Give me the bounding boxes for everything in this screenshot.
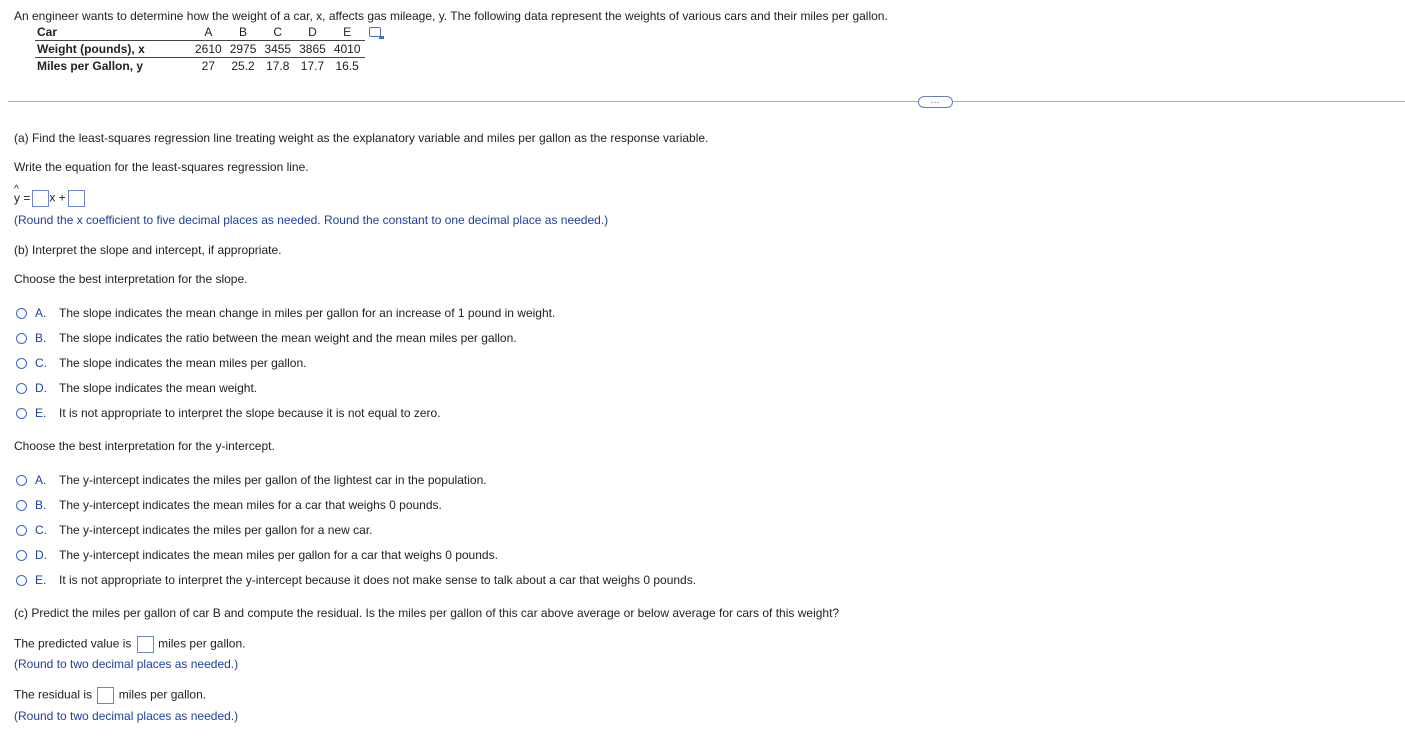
option-text: The slope indicates the mean weight.	[59, 381, 258, 395]
option-text: The slope indicates the mean miles per gallon.	[59, 356, 307, 370]
option-letter: E.	[35, 406, 47, 420]
option-letter: B.	[35, 498, 47, 512]
option-text: The y-intercept indicates the miles per gallon for a new car.	[59, 523, 373, 537]
option-letter: E.	[35, 573, 47, 587]
radio-button[interactable]	[16, 383, 27, 394]
part-a-instruction: Write the equation for the least-squares regression line.	[14, 160, 309, 174]
radio-button[interactable]	[16, 575, 27, 586]
section-divider	[8, 101, 1405, 102]
intercept-option-d[interactable]	[16, 548, 498, 562]
header-cell: E	[330, 24, 365, 41]
radio-button[interactable]	[16, 333, 27, 344]
slope-option-e[interactable]	[16, 406, 441, 420]
row-label: Weight (pounds), x	[35, 41, 191, 58]
option-text: The y-intercept indicates the miles per gallon of the lightest car in the population.	[59, 473, 487, 487]
header-label: Car	[35, 24, 191, 41]
slope-question: Choose the best interpretation for the slope.	[14, 272, 248, 286]
header-cell: A	[191, 24, 226, 41]
radio-button[interactable]	[16, 408, 27, 419]
residual-line	[14, 687, 206, 704]
part-a-rounding-note: (Round the x coefficient to five decimal places as needed. Round the constant to one decimal place as needed.)	[14, 213, 609, 227]
option-letter: A.	[35, 306, 47, 320]
regression-equation	[14, 190, 85, 207]
table-cell: 25.2	[231, 59, 255, 73]
spacer-cell	[365, 58, 385, 75]
table-cell: 16.5	[335, 59, 359, 73]
predicted-value-input[interactable]	[137, 636, 154, 653]
predicted-value-line	[14, 636, 245, 653]
option-letter: D.	[35, 548, 47, 562]
radio-button[interactable]	[16, 475, 27, 486]
row-label: Miles per Gallon, y	[37, 59, 144, 73]
table-cell: 3455	[260, 41, 295, 58]
option-text: It is not appropriate to interpret the slope because it is not equal to zero.	[59, 406, 441, 420]
part-c-prompt: (c) Predict the miles per gallon of car B and compute the residual. Is the miles per gallon of this car above average or below average for cars of this weight?	[14, 606, 840, 620]
residual-rounding-note: (Round to two decimal places as needed.)	[14, 709, 239, 723]
option-letter: A.	[35, 473, 47, 487]
y-hat-label: ^ y =	[14, 191, 30, 205]
option-text: The slope indicates the ratio between the mean weight and the mean miles per gallon.	[59, 331, 517, 345]
residual-prefix: The residual is	[14, 687, 93, 702]
table-cell: 17.8	[266, 59, 290, 73]
radio-button[interactable]	[16, 500, 27, 511]
header-cell: C	[260, 24, 295, 41]
slope-option-c[interactable]	[16, 356, 306, 370]
part-b-prompt: (b) Interpret the slope and intercept, if appropriate.	[14, 243, 282, 257]
slope-option-a[interactable]	[16, 306, 555, 320]
table-cell: 27	[201, 59, 216, 73]
predicted-prefix: The predicted value is	[14, 636, 132, 651]
part-a-prompt: (a) Find the least-squares regression line treating weight as the explanatory variable and miles per gallon as the response variable.	[14, 131, 709, 145]
copy-data-button[interactable]	[365, 24, 385, 41]
table-row	[35, 58, 385, 75]
predicted-suffix: miles per gallon.	[158, 636, 246, 651]
option-letter: C.	[35, 523, 47, 537]
residual-suffix: miles per gallon.	[118, 687, 207, 702]
radio-button[interactable]	[16, 525, 27, 536]
intercept-option-e[interactable]	[16, 573, 696, 587]
intercept-option-a[interactable]	[16, 473, 487, 487]
table-row	[35, 41, 385, 58]
table-cell: 17.7	[300, 59, 325, 73]
intercept-option-b[interactable]	[16, 498, 442, 512]
table-cell: 4010	[330, 41, 365, 58]
slope-option-b[interactable]	[16, 331, 517, 345]
intercept-question: Choose the best interpretation for the y-intercept.	[14, 439, 275, 453]
copy-icon	[369, 27, 381, 37]
option-letter: B.	[35, 331, 47, 345]
more-button[interactable]: …	[918, 96, 953, 108]
slope-option-d[interactable]	[16, 381, 257, 395]
table-cell: 3865	[295, 41, 330, 58]
option-text: The y-intercept indicates the mean miles for a car that weighs 0 pounds.	[59, 498, 442, 512]
header-cell: B	[226, 24, 261, 41]
option-letter: C.	[35, 356, 47, 370]
data-table	[35, 24, 385, 74]
option-text: The slope indicates the mean change in miles per gallon for an increase of 1 pound in weight.	[59, 306, 556, 320]
table-cell: 2610	[191, 41, 226, 58]
slope-input[interactable]	[32, 190, 49, 207]
option-text: The y-intercept indicates the mean miles per gallon for a car that weighs 0 pounds.	[59, 548, 498, 562]
intercept-option-c[interactable]	[16, 523, 373, 537]
radio-button[interactable]	[16, 308, 27, 319]
option-letter: D.	[35, 381, 47, 395]
predicted-rounding-note: (Round to two decimal places as needed.)	[14, 657, 239, 671]
spacer-cell	[365, 41, 385, 58]
intercept-input[interactable]	[68, 190, 85, 207]
residual-input[interactable]	[97, 687, 114, 704]
table-header-row	[35, 24, 385, 41]
radio-button[interactable]	[16, 358, 27, 369]
x-plus-label: x +	[49, 190, 66, 205]
table-cell: 2975	[226, 41, 261, 58]
problem-intro: An engineer wants to determine how the weight of a car, x, affects gas mileage, y. The following data represent the weights of various cars and their miles per gallon.	[14, 9, 888, 23]
header-cell: D	[295, 24, 330, 41]
option-text: It is not appropriate to interpret the y-intercept because it does not make sense to talk about a car that weighs 0 pounds.	[59, 573, 697, 587]
radio-button[interactable]	[16, 550, 27, 561]
